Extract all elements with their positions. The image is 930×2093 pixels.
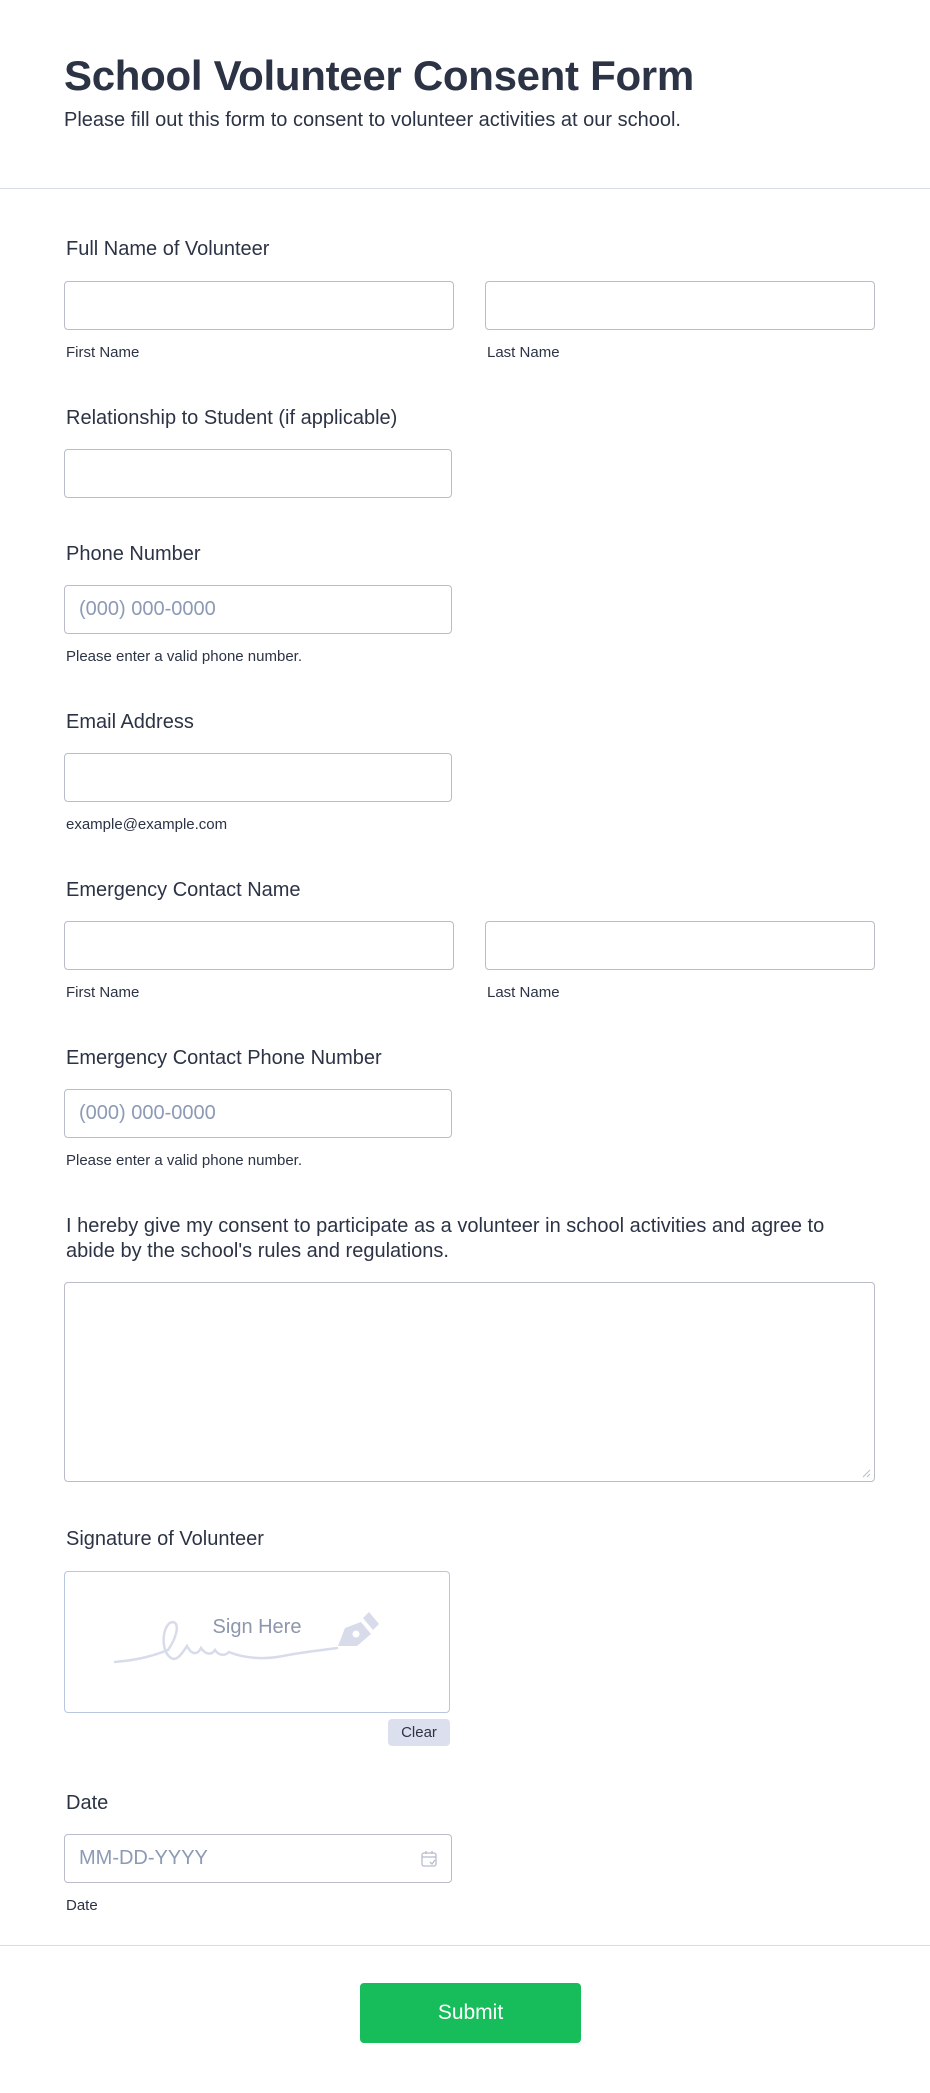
date-label: Date <box>66 1792 109 1814</box>
consent-textarea[interactable] <box>64 1282 875 1482</box>
sign-here-prompt: Sign Here <box>212 1616 302 1638</box>
phone-label: Phone Number <box>66 543 201 565</box>
relationship-label: Relationship to Student (if applicable) <box>66 407 398 429</box>
last-name-sublabel: Last Name <box>487 344 560 361</box>
email-help: example@example.com <box>66 816 228 833</box>
email-input[interactable] <box>64 753 452 802</box>
volunteer-first-name-input[interactable] <box>64 281 454 330</box>
volunteer-last-name-input[interactable] <box>485 281 875 330</box>
page-subtitle: Please fill out this form to consent to volunteer activities at our school. <box>64 109 681 131</box>
phone-input[interactable] <box>64 585 452 634</box>
emergency-phone-label: Emergency Contact Phone Number <box>66 1047 382 1069</box>
submit-button[interactable]: Submit <box>360 1983 581 2043</box>
emergency-phone-help: Please enter a valid phone number. <box>66 1152 302 1169</box>
emergency-phone-placeholder: (000) 000-0000 <box>79 1102 216 1124</box>
date-sublabel: Date <box>66 1897 98 1914</box>
emergency-phone-input[interactable] <box>64 1089 452 1138</box>
phone-help: Please enter a valid phone number. <box>66 648 302 665</box>
signature-scribble-icon <box>113 1610 413 1670</box>
calendar-icon[interactable] <box>421 1850 437 1868</box>
full-name-label: Full Name of Volunteer <box>66 238 270 260</box>
emergency-last-name-sublabel: Last Name <box>487 984 560 1001</box>
relationship-input[interactable] <box>64 449 452 498</box>
footer-divider <box>0 1945 930 1946</box>
page-title: School Volunteer Consent Form <box>64 52 694 99</box>
pen-nib-icon <box>338 1612 379 1646</box>
date-input[interactable] <box>64 1834 452 1883</box>
email-label: Email Address <box>66 711 194 733</box>
clear-signature-button[interactable]: Clear <box>388 1719 450 1746</box>
emergency-last-name-input[interactable] <box>485 921 875 970</box>
signature-label: Signature of Volunteer <box>66 1528 264 1550</box>
emergency-first-name-sublabel: First Name <box>66 984 140 1001</box>
resize-handle-icon[interactable] <box>862 1469 871 1478</box>
header-divider <box>0 188 930 189</box>
consent-label: I hereby give my consent to participate as a volunteer in school activities and agree to abide by the school's rules and regulations. <box>66 1215 825 1262</box>
emergency-name-label: Emergency Contact Name <box>66 879 301 901</box>
emergency-first-name-input[interactable] <box>64 921 454 970</box>
phone-placeholder: (000) 000-0000 <box>79 598 216 620</box>
signature-pad[interactable] <box>64 1571 450 1713</box>
date-placeholder: MM-DD-YYYY <box>79 1847 208 1869</box>
first-name-sublabel: First Name <box>66 344 140 361</box>
